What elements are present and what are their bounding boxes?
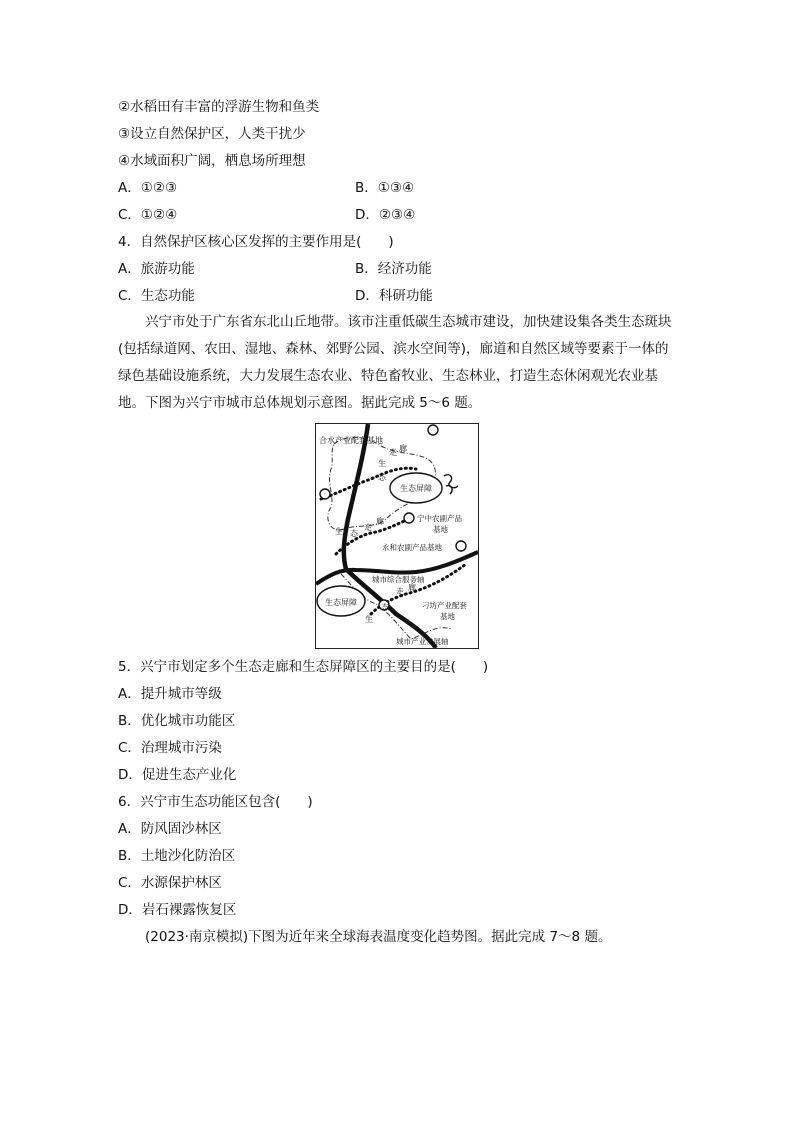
label-yonghe: 永和农副产品基地 (382, 543, 442, 552)
q5-choice-a: A．提升城市等级 (118, 686, 222, 702)
label-heshui-base: 合水产业配套基地 (319, 436, 383, 445)
q4-choice-d: D．科研功能 (355, 288, 433, 304)
label-dev-axis: 城市产业发展轴 (396, 637, 449, 646)
option-line-3: ③设立自然保护区，人类干扰少 (118, 126, 306, 142)
q6-choice-a: A．防风固沙林区 (118, 821, 222, 837)
question-4: 4．自然保护区核心区发挥的主要作用是( ) (118, 234, 394, 250)
q4-choice-a: A．旅游功能 (118, 261, 195, 277)
q6-choice-b: B．土地沙化防治区 (118, 848, 236, 864)
label-ningzhong: 宁中农副产品 (417, 514, 462, 523)
label-service-axis: 城市综合服务轴 (372, 575, 425, 584)
label-diaofang-base: 基地 (440, 612, 455, 621)
label-barrier-south: 生态屏障 (325, 598, 357, 607)
q5-choice-b: B．优化城市功能区 (118, 713, 236, 729)
q3-choice-b: B．①③④ (355, 180, 415, 196)
q5-choice-d: D．促进生态产业化 (118, 767, 237, 783)
label-ningzhong-base: 基地 (433, 525, 448, 534)
intro-questions-7-8: (2023·南京模拟)下图为近年来全球海表温度变化趋势图。据此完成 7～8 题。 (145, 929, 612, 945)
corridor-char: 生 (378, 459, 386, 468)
q3-choice-d: D．②③④ (355, 207, 416, 223)
corridor-char: 态 (381, 603, 389, 612)
q5-choice-c: C．治理城市污染 (118, 740, 222, 756)
base-marker-top (428, 425, 438, 435)
corridor-char: 生 (335, 527, 343, 536)
base-marker-yonghe (456, 541, 466, 551)
corridor-char: 廊 (399, 444, 407, 453)
q3-choice-a: A．①②③ (118, 180, 178, 196)
corridor-char: 态 (350, 529, 358, 538)
question-6: 6．兴宁市生态功能区包含( ) (118, 794, 313, 810)
corridor-char: 走 (364, 523, 372, 532)
base-marker-west (320, 489, 330, 499)
label-barrier-north: 生态屏障 (400, 484, 432, 493)
passage-xingning: 兴宁市处于广东省东北山丘地带。该市注重低碳生态城市建设，加快建设集各类生态斑块(包括绿道网、农田、湿地、森林、郊野公园、滨水空间等)，廊道和自然区域等要素于一体的绿色基础设施系统，大力发展生态农业、特色畜牧业、生态林业，打造生态休闲观光农业基地。下图为兴宁市城市总体规划示意图。据此完成 5～6 题。 (118, 314, 672, 411)
corridor-char: 态 (378, 473, 386, 482)
label-diaofang: 刁坊产业配套 (422, 601, 467, 610)
city-plan-map (315, 423, 479, 649)
question-5: 5．兴宁市划定多个生态走廊和生态屏障区的主要目的是( ) (118, 659, 489, 675)
swirl-symbol (444, 475, 458, 494)
corridor-char: 走 (396, 587, 404, 596)
q4-choice-c: C．生态功能 (118, 288, 195, 304)
option-line-4: ④水域面积广阔，栖息场所理想 (118, 153, 306, 169)
corridor-char: 廊 (376, 517, 384, 526)
q4-choice-b: B．经济功能 (355, 261, 432, 277)
corridor-char: 廊 (408, 583, 416, 592)
option-line-2: ②水稻田有丰富的浮游生物和鱼类 (118, 99, 320, 115)
corridor-char: 走 (389, 448, 397, 457)
q6-choice-d: D．岩石裸露恢复区 (118, 902, 237, 918)
q3-choice-c: C．①②④ (118, 207, 178, 223)
q6-choice-c: C．水源保护林区 (118, 875, 222, 891)
corridor-char: 生 (365, 615, 373, 624)
base-marker-ningzhong (404, 513, 414, 523)
